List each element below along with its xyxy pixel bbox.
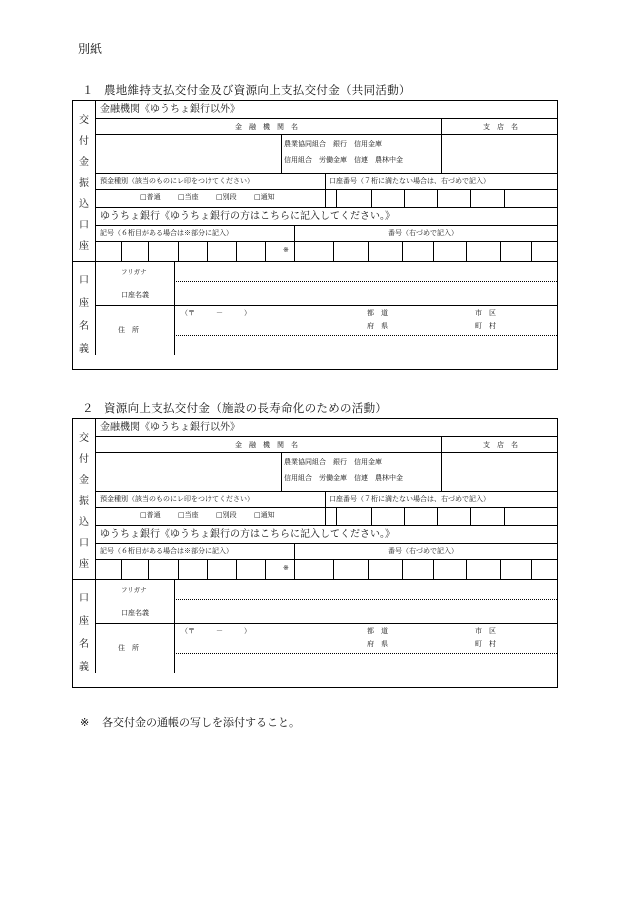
section-title-text: 資源向上支払交付金（施設の長寿命化のための活動） (104, 401, 388, 415)
deposit-type-label: 預金種別（該当のものにレ印をつけてください） (100, 495, 254, 503)
rule (441, 118, 442, 173)
rule (95, 436, 557, 437)
rule (148, 241, 149, 261)
deposit-option[interactable]: □普通 (140, 193, 161, 201)
rule (325, 173, 326, 207)
deposit-option[interactable]: □普通 (140, 511, 161, 519)
rule (531, 559, 532, 579)
footnote-text: 各交付金の通帳の写しを添付すること。 (102, 716, 300, 729)
rule (95, 543, 557, 544)
rule (371, 189, 372, 207)
rule (294, 543, 295, 579)
asterisk-mark: ※ (283, 564, 289, 572)
side-char: 義 (79, 662, 89, 673)
account-no-label: 口座番号（７桁に満たない場合は、右づめで記入） (329, 495, 490, 503)
address-label: 住 所 (118, 326, 139, 334)
rule (265, 241, 266, 261)
rule (95, 559, 557, 560)
rule (441, 436, 442, 491)
side-char: 付 (79, 136, 89, 147)
rule (95, 118, 557, 119)
rule (121, 559, 122, 579)
rule (402, 559, 403, 579)
rule (174, 653, 557, 654)
furigana-label: フリガナ (121, 586, 147, 594)
rule (281, 452, 282, 491)
rule (95, 507, 557, 508)
rule (95, 101, 96, 355)
rule (368, 559, 369, 579)
rule (95, 491, 557, 492)
city-label-1: 市 区 (475, 309, 496, 317)
rule (174, 281, 557, 282)
holder-label: 口座名義 (121, 609, 149, 617)
address-label: 住 所 (118, 644, 139, 652)
rule (95, 305, 557, 306)
prefecture-label-1: 都 道 (367, 309, 388, 317)
yucho-header: ゆうちょ銀行《ゆうちょ銀行の方はこちらに記入してください。》 (100, 529, 395, 540)
city-label-1: 市 区 (475, 627, 496, 635)
rule (371, 507, 372, 525)
section-title (82, 82, 411, 98)
side-char: 交 (79, 433, 89, 444)
rule (531, 241, 532, 261)
bank-transfer-form (72, 100, 558, 370)
footnote-mark: ※ (80, 716, 90, 729)
bank-types-row1: 農業協同組合 銀行 信用金庫 (284, 458, 382, 466)
page-label: 別紙 (78, 42, 103, 56)
rule (470, 189, 471, 207)
side-char: 付 (79, 454, 89, 465)
rule (500, 559, 501, 579)
rule (504, 507, 505, 525)
rule (433, 559, 434, 579)
postal-code-field[interactable]: （〒 － ） (181, 627, 251, 635)
side-char: 金 (79, 475, 89, 486)
rule (174, 579, 175, 673)
rule (121, 241, 122, 261)
rule (404, 189, 405, 207)
yucho-header: ゆうちょ銀行《ゆうちょ銀行の方はこちらに記入してください。》 (100, 211, 395, 222)
bank-name-label: 金 融 機 関 名 (235, 123, 298, 131)
deposit-option[interactable]: □別段 (216, 193, 237, 201)
rule (207, 241, 208, 261)
side-char: 座 (79, 298, 89, 309)
side-char: 名 (79, 639, 89, 650)
rule (95, 452, 557, 453)
branch-label: 支 店 名 (483, 123, 518, 131)
side-char: 口 (79, 275, 89, 286)
rule (336, 507, 337, 525)
side-char: 名 (79, 321, 89, 332)
number-label: 番号（右づめで記入） (388, 547, 458, 555)
bank-name-label: 金 融 機 関 名 (235, 441, 298, 449)
deposit-option[interactable]: □通知 (254, 511, 275, 519)
deposit-option[interactable]: □通知 (254, 193, 275, 201)
bank-types-row1: 農業協同組合 銀行 信用金庫 (284, 140, 382, 148)
side-char: 込 (79, 199, 89, 210)
rule (500, 241, 501, 261)
rule (73, 579, 557, 580)
deposit-type-label: 預金種別（該当のものにレ印をつけてください） (100, 177, 254, 185)
rule (236, 559, 237, 579)
prefecture-label-1: 都 道 (367, 627, 388, 635)
side-char: 交 (79, 115, 89, 126)
bank-header: 金融機関《ゆうちょ銀行以外》 (100, 104, 240, 115)
rule (95, 241, 557, 242)
section-number: １ (82, 83, 94, 97)
symbol-label: 記号（６桁目がある場合は※部分に記入） (100, 547, 233, 555)
prefecture-label-2: 府 県 (367, 322, 388, 330)
bank-transfer-form (72, 418, 558, 688)
rule (294, 225, 295, 261)
side-char: 口 (79, 538, 89, 549)
rule (174, 261, 175, 355)
bank-types-row2: 信用組合 労働金庫 信連 農林中金 (284, 474, 403, 482)
side-char: 義 (79, 344, 89, 355)
rule (95, 525, 557, 526)
rule (402, 241, 403, 261)
rule (73, 261, 557, 262)
deposit-option[interactable]: □当座 (178, 193, 199, 201)
side-char: 座 (79, 616, 89, 627)
rule (333, 241, 334, 261)
deposit-option[interactable]: □別段 (216, 511, 237, 519)
side-char: 口 (79, 220, 89, 231)
section-title (82, 400, 387, 416)
rule (148, 559, 149, 579)
rule (466, 559, 467, 579)
prefecture-label-2: 府 県 (367, 640, 388, 648)
rule (281, 134, 282, 173)
bank-header: 金融機関《ゆうちょ銀行以外》 (100, 422, 240, 433)
footnote (80, 714, 300, 730)
rule (433, 241, 434, 261)
rule (333, 559, 334, 579)
rule (236, 241, 237, 261)
rule (437, 189, 438, 207)
holder-label: 口座名義 (121, 291, 149, 299)
postal-code-field[interactable]: （〒 － ） (181, 309, 251, 317)
deposit-option[interactable]: □当座 (178, 511, 199, 519)
rule (95, 134, 557, 135)
rule (325, 491, 326, 525)
side-char: 金 (79, 157, 89, 168)
rule (466, 241, 467, 261)
bank-types-row2: 信用組合 労働金庫 信連 農林中金 (284, 156, 403, 164)
branch-label: 支 店 名 (483, 441, 518, 449)
account-no-label: 口座番号（７桁に満たない場合は、右づめで記入） (329, 177, 490, 185)
rule (95, 207, 557, 208)
rule (404, 507, 405, 525)
symbol-label: 記号（６桁目がある場合は※部分に記入） (100, 229, 233, 237)
side-char: 振 (79, 496, 89, 507)
section-title-text: 農地維持支払交付金及び資源向上支払交付金（共同活動） (104, 83, 411, 97)
rule (504, 189, 505, 207)
side-char: 振 (79, 178, 89, 189)
side-char: 座 (79, 559, 89, 570)
rule (95, 173, 557, 174)
rule (470, 507, 471, 525)
rule (207, 559, 208, 579)
rule (368, 241, 369, 261)
rule (174, 599, 557, 600)
rule (336, 189, 337, 207)
rule (174, 335, 557, 336)
city-label-2: 町 村 (475, 322, 496, 330)
rule (178, 241, 179, 261)
rule (95, 189, 557, 190)
side-char: 座 (79, 241, 89, 252)
side-char: 込 (79, 517, 89, 528)
city-label-2: 町 村 (475, 640, 496, 648)
rule (95, 225, 557, 226)
number-label: 番号（右づめで記入） (388, 229, 458, 237)
rule (178, 559, 179, 579)
section-number: ２ (82, 401, 94, 415)
asterisk-mark: ※ (283, 246, 289, 254)
rule (265, 559, 266, 579)
rule (437, 507, 438, 525)
rule (95, 419, 96, 673)
furigana-label: フリガナ (121, 268, 147, 276)
rule (95, 623, 557, 624)
side-char: 口 (79, 593, 89, 604)
